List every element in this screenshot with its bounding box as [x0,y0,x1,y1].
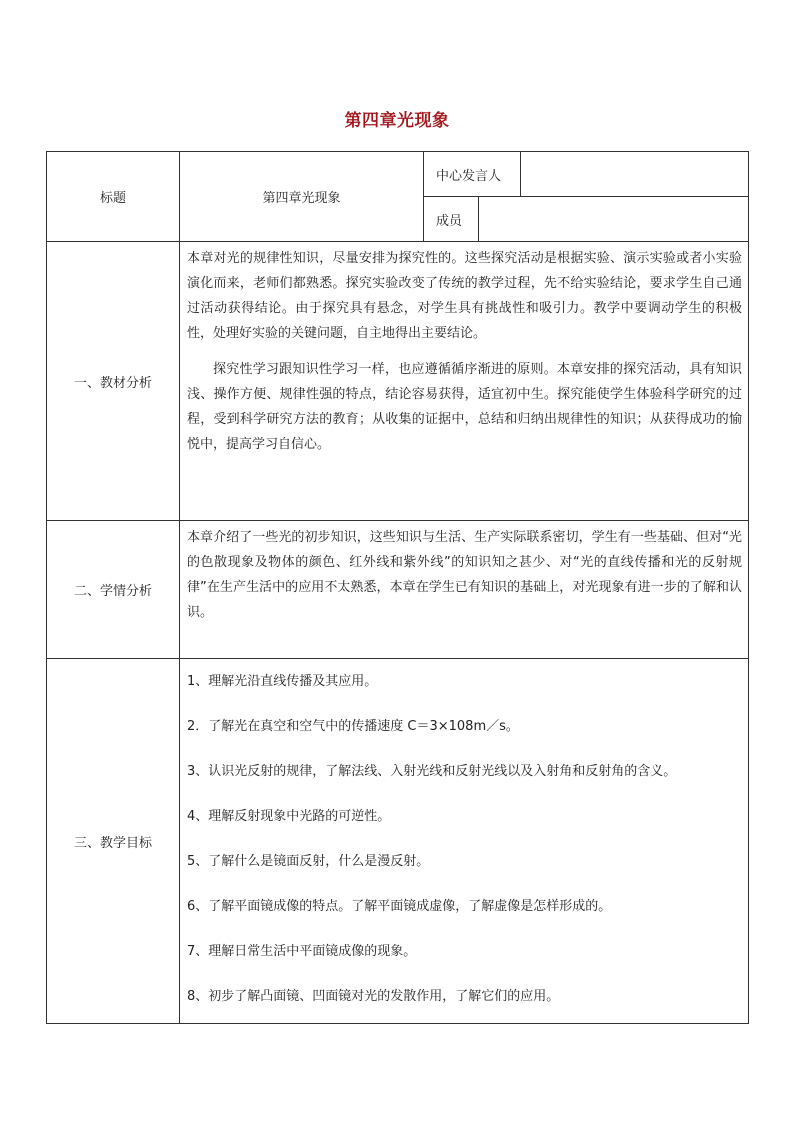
page-title: 第四章光现象 [344,111,450,131]
goals-list [180,659,749,1024]
goal-item: 8、初步了解凸面镜、凹面镜对光的发散作用，了解它们的应用。 [187,988,560,1004]
speaker-value-cell [521,152,749,197]
section-row-teaching-goals [47,659,749,1024]
goal-item: 6、了解平面镜成像的特点。了解平面镜成虚像，了解虚像是怎样形成的。 [187,898,612,914]
goal-item: 7、理解日常生活中平面镜成像的现象。 [187,943,417,959]
speaker-label-cell: 中心发言人 [424,152,521,197]
goal-item: 4、理解反射现象中光路的可逆性。 [187,808,391,824]
paragraph: 本章介绍了一些光的初步知识，这些知识与生活、生产实际联系密切，学生有一些基础、但对“光的色散现象及物体的颜色、红外线和紫外线”的知识知之甚少、对“光的直线传播和光的反射规律”在生产生活中的应用不太熟悉，本章在学生已有知识的基础上，对光现象有进一步的了解和认识。 [187,530,743,620]
section-label: 三、教学目标 [47,659,180,1024]
title-value-cell: 第四章光现象 [180,152,424,242]
section-row-textbook-analysis [47,242,749,521]
goal-item: 1、理解光沿直线传播及其应用。 [187,673,378,689]
members-label-cell: 成员 [424,197,479,242]
members-value-cell [479,197,749,242]
paragraph: 本章对光的规律性知识，尽量安排为探究性的。这些探究活动是根据实验、演示实验或者小实验演化而来，老师们都熟悉。探究实验改变了传统的教学过程，先不给实验结论，要求学生自己通过活动获得结论。由于探究具有悬念，对学生具有挑战性和吸引力。教学中要调动学生的积极性，处理好实验的关键问题，自主地得出主要结论。 [187,251,743,341]
section-label: 一、教材分析 [47,242,180,521]
goal-item: 5、了解什么是镜面反射，什么是漫反射。 [187,853,430,869]
section-label: 二、学情分析 [47,521,180,659]
paragraph: 探究性学习跟知识性学习一样，也应遵循循序渐进的原则。本章安排的探究活动，具有知识浅、操作方便、规律性强的特点，结论容易获得，适宜初中生。探究能使学生体验科学研究的过程，受到科学研究方法的教育；从收集的证据中，总结和归纳出规律性的知识；从获得成功的愉悦中，提高学习自信心。 [187,362,743,452]
header-row-top [47,152,749,197]
section-content [180,521,749,659]
goal-item: 2．了解光在真空和空气中的传播速度 C＝3×108m／s。 [187,718,519,734]
title-label-cell: 标题 [47,152,180,242]
lesson-plan-table [46,151,749,1024]
goal-item: 3、认识光反射的规律，了解法线、入射光线和反射光线以及入射角和反射角的含义。 [187,763,677,779]
section-content [180,242,749,521]
section-row-student-analysis [47,521,749,659]
